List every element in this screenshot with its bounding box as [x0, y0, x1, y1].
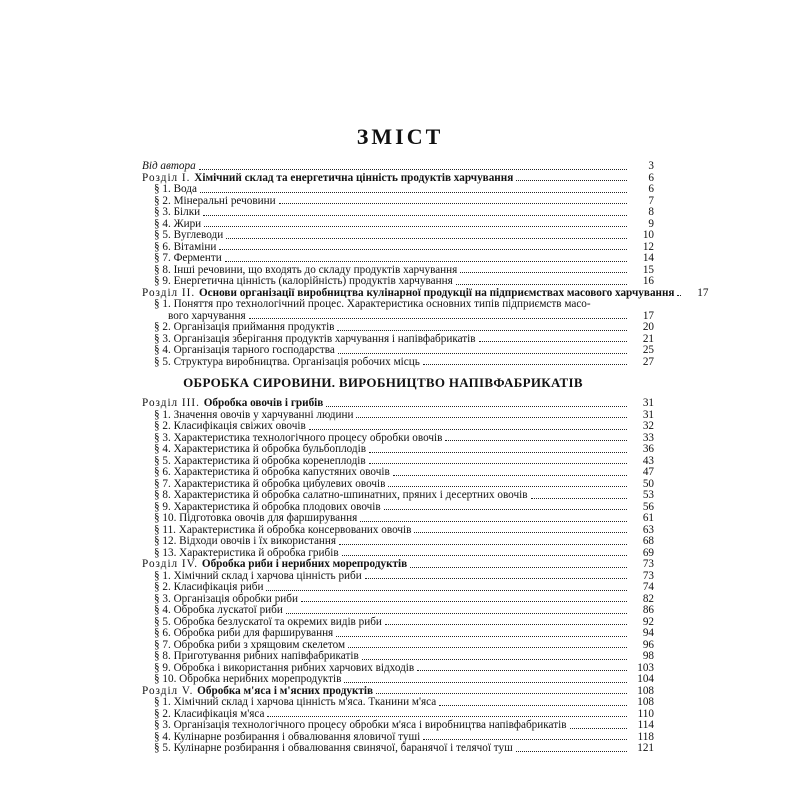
leader-dots — [342, 555, 627, 556]
toc-page-number: 110 — [637, 707, 654, 720]
section-title: Основи організації виробництва кулінарної продукції на підприємствах масового харчування — [198, 286, 675, 299]
toc-entry — [142, 421, 654, 433]
toc-page-number: 12 — [642, 240, 654, 253]
toc-entry — [142, 605, 654, 617]
section-title: Хімічний склад та енергетична цінність продуктів харчування — [194, 171, 514, 184]
toc-page-number: 10 — [642, 229, 654, 241]
toc-page-number: 94 — [642, 627, 654, 639]
leader-dots — [369, 463, 627, 464]
toc-page-number: 47 — [642, 466, 654, 478]
toc-entry-label: § 9. Енергетична цінність (калорійність) продуктів харчування — [154, 275, 453, 287]
leader-dots — [339, 544, 627, 545]
leader-dots — [225, 261, 627, 262]
toc-entry — [142, 651, 654, 663]
toc-entry-label: § 3. Організація технологічного процесу обробки м'яса і виробництва напівфабрикатів — [154, 719, 567, 731]
page-title: ЗМІСТ — [356, 124, 444, 149]
toc-entry — [142, 345, 654, 357]
leader-dots — [336, 636, 627, 637]
toc-page-number: 63 — [642, 523, 654, 536]
toc-page-number: 16 — [642, 275, 654, 287]
toc-page-number: 33 — [642, 431, 654, 444]
toc-entry-label: § 9. Обробка і використання рибних харчових відходів — [154, 661, 415, 674]
toc-entry — [142, 322, 654, 334]
toc-entry-label: § 10. Обробка нерибних морепродуктів — [154, 673, 342, 685]
toc-entry — [142, 490, 654, 502]
toc-entry-label: § 10. Підготовка овочів для фарширування — [154, 512, 358, 524]
toc-entry-label: § 2. Мінеральні речовини — [154, 194, 276, 207]
toc-entry-label: § 4. Кулінарне розбирання і обвалювання яловичої туші — [154, 730, 421, 743]
toc-entry-label: § 1. Поняття про технологічний процес. Характеристика основних типів підприємств масо- — [154, 298, 591, 310]
toc-page-number: 31 — [642, 397, 654, 409]
leader-dots — [384, 509, 627, 510]
toc-entry — [142, 467, 654, 479]
toc-page-number: 73 — [642, 558, 654, 570]
toc-entry — [142, 582, 654, 594]
section-prefix: Розділ II. — [142, 286, 199, 299]
part-heading: ОБРОБКА СИРОВИНИ. ВИРОБНИЦТВО НАПІВФАБРИКАТІВ — [183, 375, 583, 390]
toc-entry-label: § 1. Значення овочів у харчуванні людини — [154, 408, 354, 421]
toc-page-number: 3 — [648, 160, 654, 172]
toc-entry-label: § 8. Характеристика й обробка салатно-шпинатних, пряних і десертних овочів — [154, 489, 528, 501]
toc-page-number: 6 — [648, 171, 654, 184]
leader-dots — [423, 364, 627, 365]
leader-dots — [439, 705, 627, 706]
leader-dots — [516, 751, 627, 752]
toc-page-number: 68 — [642, 535, 654, 547]
leader-dots — [677, 295, 681, 296]
toc-entry — [142, 697, 654, 709]
leader-dots — [410, 567, 627, 568]
leader-dots — [326, 406, 627, 407]
toc-entry-label: § 1. Хімічний склад і харчова цінність риби — [154, 569, 362, 582]
toc-entry — [142, 253, 654, 265]
toc-page-number: 108 — [637, 684, 654, 697]
toc-entry-label: § 4. Організація тарного господарства — [154, 344, 335, 356]
toc-entry-label: § 3. Характеристика технологічного процесу обробки овочів — [154, 431, 443, 444]
toc-page-number: 96 — [642, 638, 654, 651]
toc-page-number: 103 — [637, 661, 654, 674]
toc-entry — [142, 536, 654, 548]
toc-entry — [142, 207, 654, 219]
section-prefix: Розділ III. — [142, 397, 204, 409]
toc-entry — [142, 299, 654, 322]
toc-entry-label: § 5. Характеристика й обробка коренеплодів — [154, 454, 366, 467]
leader-dots — [200, 192, 627, 193]
toc-entry-label: § 3. Білки — [154, 206, 201, 218]
toc-entry — [142, 357, 654, 369]
toc-page-number: 43 — [642, 454, 654, 467]
toc-entry-label: § 8. Інші речовини, що входять до складу продуктів харчування — [154, 263, 458, 276]
toc-entry — [142, 184, 654, 196]
section-title: Обробка м'яса і м'ясних продуктів — [197, 684, 374, 697]
leader-dots — [226, 238, 627, 239]
toc-entry-label: § 3. Організація обробки риби — [154, 592, 298, 605]
leader-dots — [414, 532, 627, 533]
leader-dots — [356, 417, 627, 418]
toc-page-number: 74 — [642, 581, 654, 593]
leader-dots — [531, 498, 628, 499]
leader-dots — [362, 659, 627, 660]
toc-entry — [142, 196, 654, 208]
toc-entry-label: § 5. Вуглеводи — [154, 229, 224, 241]
toc-page-number: 14 — [642, 252, 654, 264]
toc-section-heading — [142, 398, 654, 410]
section-prefix: Розділ V. — [142, 684, 198, 697]
toc-page-number: 92 — [642, 615, 654, 628]
toc-entry — [142, 628, 654, 640]
toc-page-number: 50 — [642, 477, 654, 490]
toc-entry-label: § 2. Класифікація риби — [154, 581, 264, 593]
toc-page-number: 31 — [642, 408, 654, 421]
toc-page-number: 7 — [648, 194, 654, 207]
toc-page-number: 56 — [642, 500, 654, 513]
toc-entry-label: § 7. Обробка риби з хрящовим скелетом — [154, 638, 346, 651]
toc-page-number: 118 — [637, 730, 654, 743]
leader-dots — [479, 341, 627, 342]
toc-entry-label: § 8. Приготування рибних напівфабрикатів — [154, 650, 359, 662]
toc-entry-label: § 4. Обробка лускатої риби — [154, 604, 283, 616]
toc-entry-label: § 1. Хімічний склад і харчова цінність м'яса. Тканини м'яса — [154, 696, 437, 708]
toc-entry — [142, 230, 654, 242]
leader-dots — [309, 429, 627, 430]
toc-page-number: 82 — [642, 592, 654, 605]
leader-dots — [570, 728, 628, 729]
toc-page-number: 27 — [642, 355, 654, 368]
leader-dots — [365, 578, 627, 579]
toc-page-number: 73 — [642, 569, 654, 582]
toc-entry-label: § 4. Характеристика й обробка бульбоплодів — [154, 443, 367, 455]
leader-dots — [286, 613, 627, 614]
toc-page-number: 21 — [642, 332, 654, 345]
toc-entry-label: § 1. Вода — [154, 183, 197, 195]
leader-dots — [376, 693, 627, 694]
toc-entry-label: § 2. Організація приймання продуктів — [154, 321, 335, 333]
leader-dots — [393, 475, 627, 476]
leader-dots — [199, 169, 627, 170]
toc-page-number: 17 — [642, 309, 654, 322]
toc-entry-label: § 5. Структура виробництва. Організація робочих місць — [154, 355, 420, 368]
toc-page-number: 36 — [642, 443, 654, 455]
leader-dots — [360, 521, 627, 522]
toc-entry-label: § 9. Характеристика й обробка плодових овочів — [154, 500, 381, 513]
toc-entry-text — [154, 299, 654, 322]
leader-dots — [388, 486, 627, 487]
toc-page-number: 25 — [642, 344, 654, 356]
toc-entry-label: § 2. Класифікація м'яса — [154, 707, 265, 720]
toc-page-number: 32 — [642, 420, 654, 432]
toc-page-number: 15 — [642, 263, 654, 276]
toc-entry-label: § 7. Ферменти — [154, 252, 222, 264]
toc-entry-label-continued: вого харчування — [168, 309, 246, 322]
leader-dots — [249, 318, 627, 319]
toc-page-number: 98 — [642, 650, 654, 662]
leader-dots — [344, 682, 627, 683]
toc-entry-text — [142, 173, 513, 185]
leader-dots — [203, 215, 627, 216]
leader-dots — [348, 647, 627, 648]
table-of-contents — [142, 160, 709, 755]
toc-page-number: 53 — [642, 489, 654, 501]
toc-entry-label: § 7. Характеристика й обробка цибулевих овочів — [154, 477, 386, 490]
section-title: Обробка овочів і грибів — [203, 397, 324, 409]
toc-entry-text — [142, 398, 323, 410]
leader-dots — [266, 590, 627, 591]
toc-page-number: 86 — [642, 604, 654, 616]
toc-section-heading — [142, 173, 654, 185]
toc-entry — [142, 743, 654, 755]
toc-entry-label: Від автора — [142, 160, 196, 172]
toc-entry-label: § 2. Класифікація свіжих овочів — [154, 420, 306, 432]
leader-dots — [301, 601, 627, 602]
toc-entry-text — [142, 559, 407, 571]
leader-dots — [267, 716, 627, 717]
toc-page-number: 6 — [648, 183, 654, 195]
leader-dots — [337, 330, 627, 331]
section-title: Обробка риби і нерибних морепродуктів — [201, 558, 408, 570]
leader-dots — [219, 249, 627, 250]
toc-page-number: 69 — [642, 546, 654, 559]
toc-page-number: 108 — [637, 696, 654, 708]
toc-page-number: 104 — [637, 673, 654, 685]
leader-dots — [385, 624, 627, 625]
toc-page-number: 8 — [648, 206, 654, 218]
leader-dots — [417, 670, 627, 671]
leader-dots — [338, 353, 627, 354]
section-prefix: Розділ I. — [142, 171, 195, 184]
leader-dots — [516, 180, 627, 181]
toc-entry — [142, 444, 654, 456]
toc-entry-label: § 12. Відходи овочів і їх використання — [154, 535, 337, 547]
leader-dots — [445, 440, 627, 441]
toc-page-number: 9 — [648, 217, 654, 230]
toc-entry-label: § 13. Характеристика й обробка грибів — [154, 546, 339, 559]
toc-page-number: 114 — [637, 719, 654, 731]
leader-dots — [204, 226, 627, 227]
toc-entry-label: § 11. Характеристика й обробка консервованих овочів — [154, 523, 412, 536]
leader-dots — [369, 452, 627, 453]
leader-dots — [460, 272, 627, 273]
toc-entry-label: § 5. Обробка безлускатої та окремих видів риби — [154, 615, 382, 628]
toc-entry-label: § 6. Обробка риби для фарширування — [154, 627, 334, 639]
toc-entry-label: § 6. Характеристика й обробка капустяних овочів — [154, 466, 390, 478]
toc-page-number: 17 — [697, 286, 709, 299]
toc-page-number: 20 — [642, 321, 654, 333]
toc-entry-label: § 5. Кулінарне розбирання і обвалювання свинячої, баранячої і телячої туш — [154, 742, 513, 754]
toc-page-number: 121 — [637, 742, 654, 754]
toc-entry-label: § 4. Жири — [154, 217, 202, 230]
toc-section-heading — [142, 559, 654, 571]
leader-dots — [279, 203, 627, 204]
toc-page-number: 61 — [642, 512, 654, 524]
leader-dots — [456, 284, 627, 285]
toc-entry — [142, 720, 654, 732]
toc-entry-label: § 3. Організація зберігання продуктів харчування і напівфабрикатів — [154, 332, 476, 345]
toc-entry — [142, 513, 654, 525]
section-prefix: Розділ IV. — [142, 558, 202, 570]
leader-dots — [423, 739, 627, 740]
toc-entry-label: § 6. Вітаміни — [154, 240, 217, 253]
